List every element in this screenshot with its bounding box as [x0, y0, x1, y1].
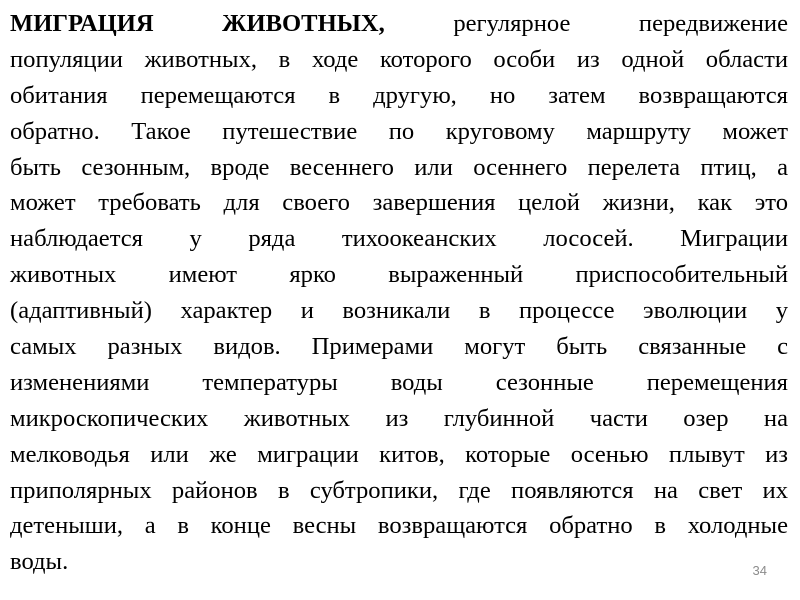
text-line: популяции животных, в ходе которого особи из одной области — [10, 45, 788, 73]
title-term: МИГРАЦИЯ ЖИВОТНЫХ, — [10, 10, 385, 37]
text-line: приполярных районов в субтропики, где появляются на свет их — [10, 476, 788, 504]
text-line: самых разных видов. Примерами могут быть связанные с — [10, 333, 788, 361]
page-number: 34 — [752, 563, 767, 578]
text-line: детеныши, а в конце весны возвращаются обратно в холодные — [10, 512, 788, 540]
text-line: быть сезонным, вроде весеннего или осеннего перелета птиц, а — [10, 153, 788, 181]
text-line: мелководья или же миграции китов, которые осенью плывут из — [10, 440, 788, 468]
text-line-last: воды. — [10, 548, 69, 576]
text-line: животных имеют ярко выраженный приспособительный — [10, 261, 788, 289]
text-line: наблюдается у ряда тихоокеанских лососей. Миграции — [10, 225, 788, 253]
text-line: обитания перемещаются в другую, но затем возвращаются — [10, 81, 788, 109]
text-line-1 — [10, 6, 788, 42]
text-line: изменениями температуры воды сезонные перемещения — [10, 368, 788, 396]
text-line: (адаптивный) характер и возникали в процессе эволюции у — [10, 297, 788, 325]
body-text — [10, 6, 788, 580]
text-line: микроскопических животных из глубинной части озер на — [10, 404, 788, 432]
text-line-1-rest: регулярное передвижение — [453, 10, 788, 37]
text-line: может требовать для своего завершения целой жизни, как это — [10, 189, 788, 217]
text-line: обратно. Такое путешествие по круговому маршруту может — [10, 117, 788, 145]
